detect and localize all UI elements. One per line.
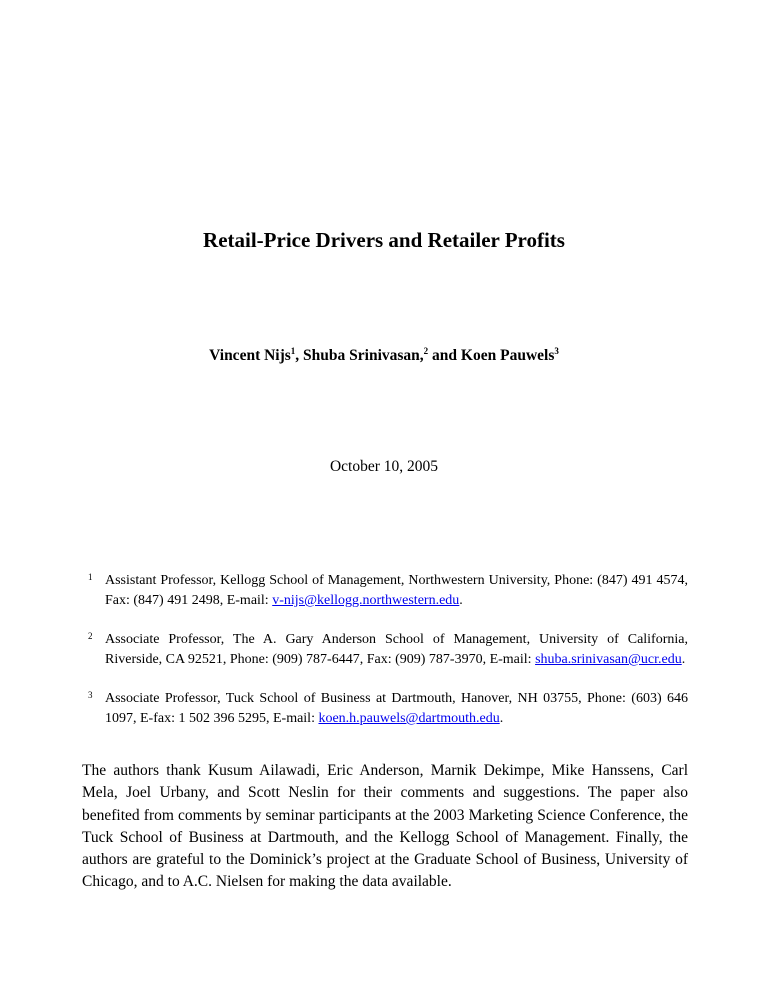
footnote-number: 1 xyxy=(88,572,93,582)
paper-date: October 10, 2005 xyxy=(329,458,439,475)
email-link[interactable]: koen.h.pauwels@dartmouth.edu xyxy=(318,711,500,726)
footnote-1 xyxy=(88,571,688,611)
footnote-number: 2 xyxy=(88,631,93,641)
email-link[interactable]: v-nijs@kellogg.northwestern.edu xyxy=(272,593,460,608)
footnote-end: . xyxy=(499,711,504,726)
footnote-text: Assistant Professor, Kellogg School of Management, Northwestern University, Phone: (847) 491 4574, Fax: (847) 491 2498, E-mail: xyxy=(105,573,688,608)
author-separator: and xyxy=(428,347,461,364)
author-name: Koen Pauwels xyxy=(460,347,555,364)
footnote-end: . xyxy=(681,652,686,667)
author-line xyxy=(0,347,768,365)
footnote-text: Associate Professor, The A. Gary Anderson School of Management, University of California, Riverside, CA 92521, Phone: (909) 787-6447, Fax: (909) 787-3970, E-mail: xyxy=(105,632,688,667)
footnote-end: . xyxy=(459,593,463,608)
author-separator: , xyxy=(295,347,304,364)
paper-title: Retail-Price Drivers and Retailer Profits xyxy=(203,228,565,252)
footnote-2 xyxy=(88,630,688,670)
footnote-3 xyxy=(88,689,688,729)
author-footnote-mark: 3 xyxy=(554,346,559,356)
email-link[interactable]: shuba.srinivasan@ucr.edu xyxy=(535,652,682,667)
acknowledgment-paragraph: The authors thank Kusum Ailawadi, Eric Anderson, Marnik Dekimpe, Mike Hanssens, Carl Mela, Joel Urbany, and Scott Neslin for their comments and suggestions. The paper also benefited from comments by seminar participants at the 2003 Marketing Science Conference, the Tuck School of Business at Dartmouth, and the Kellogg School of Management. Finally, the authors are grateful to the Dominick’s project at the Graduate School of Business, University of Chicago, and to A.C. Nielsen for making the data available. xyxy=(82,762,688,891)
author-footnote-mark: 1 xyxy=(290,346,296,356)
footnote-text: Associate Professor, Tuck School of Business at Dartmouth, Hanover, NH 03755, Phone: (603) 646 1097, E-fax: 1 502 396 5295, E-mail: xyxy=(105,691,688,726)
footnote-number: 3 xyxy=(88,690,93,700)
author-footnote-mark: 2 xyxy=(423,346,429,356)
author-name: Shuba Srinivasan, xyxy=(303,347,424,364)
author-name: Vincent Nijs xyxy=(209,347,291,364)
